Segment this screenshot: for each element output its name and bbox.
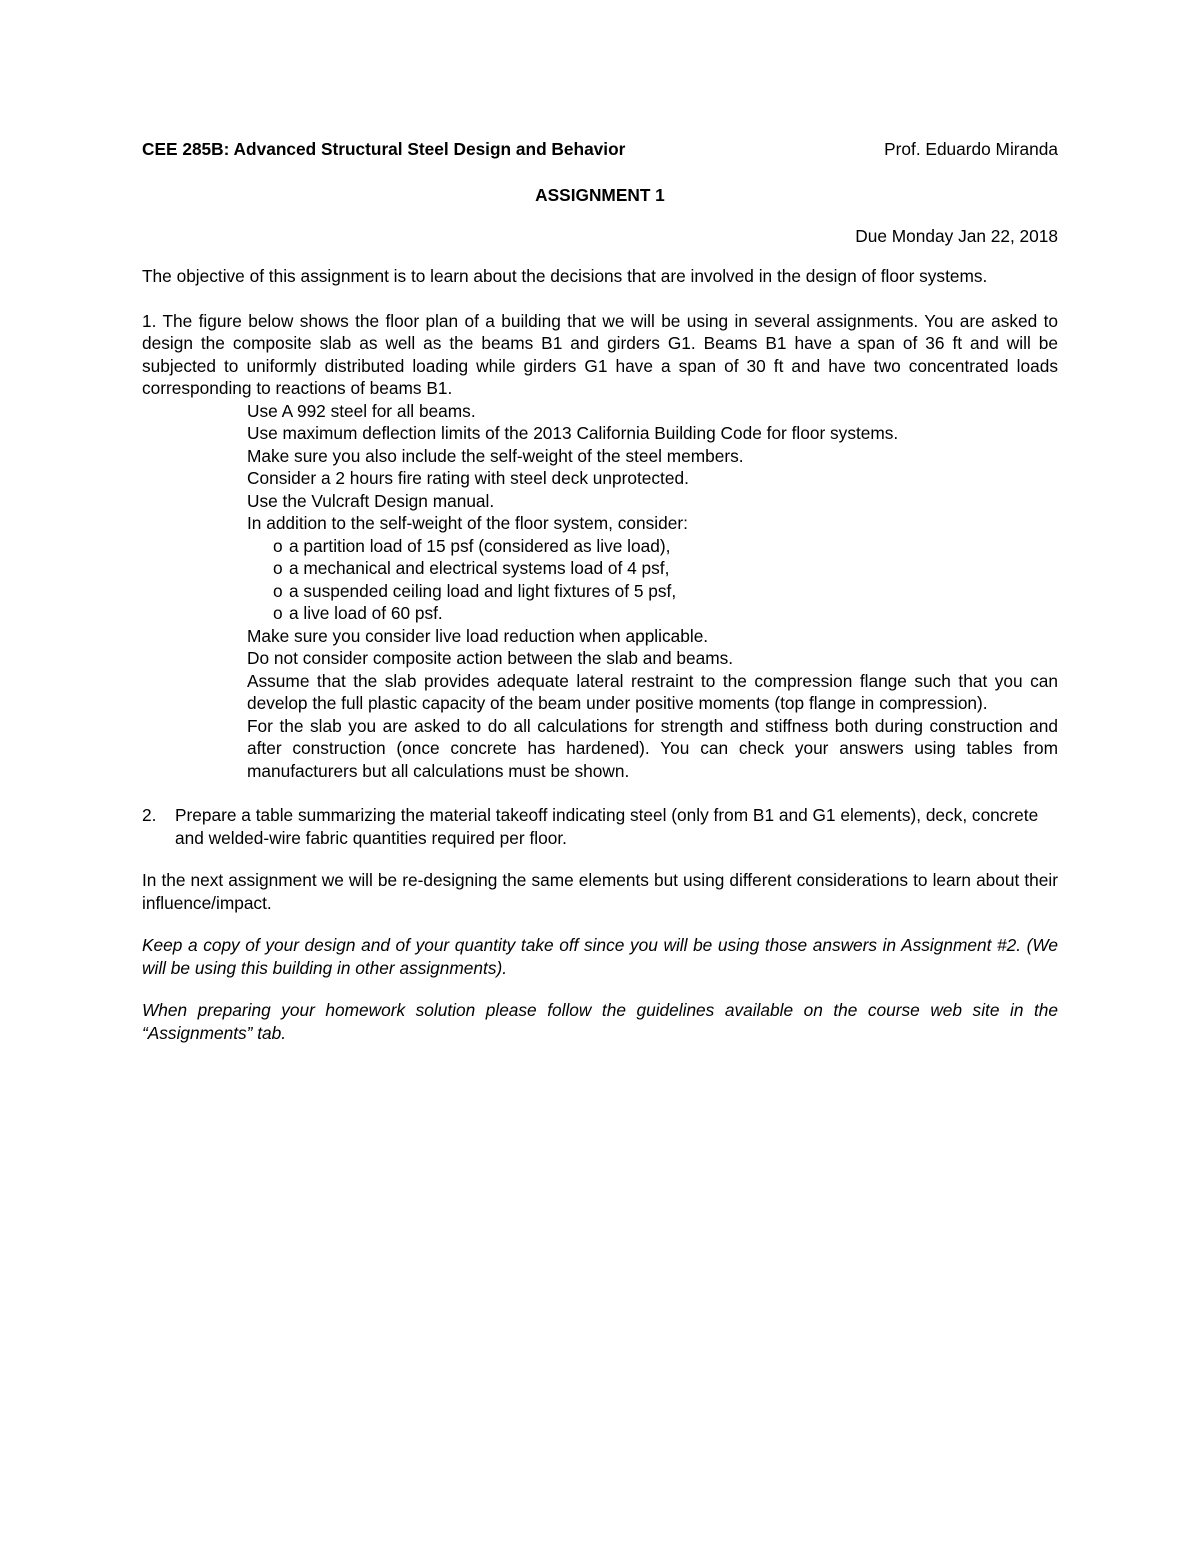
requirement-item: Consider a 2 hours fire rating with steel deck unprotected. — [247, 468, 689, 488]
bullet-marker: o — [273, 558, 283, 578]
next-assignment-note: In the next assignment we will be re-designing the same elements but using different considerations to learn about their influence/impact. — [142, 870, 1058, 913]
question-1-intro: 1. The figure below shows the floor plan of a building that we will be using in several assignments. You are asked to design the composite slab as well as the beams B1 and girders G1. Beams B1 have a span of 36 ft and will be subjected to uniformly distributed loading while girders G1 have a span of 30 ft and have two concentrated loads corresponding to reactions of beams B1. — [142, 310, 1058, 398]
due-date: Due Monday Jan 22, 2018 — [855, 225, 1058, 246]
question-2-number: 2. — [142, 805, 157, 825]
load-list — [247, 535, 1058, 625]
requirement-item: Use maximum deflection limits of the 2013 California Building Code for floor systems. — [247, 423, 899, 443]
header — [142, 138, 1058, 166]
assignment-title: ASSIGNMENT 1 — [535, 185, 665, 205]
document-page — [142, 138, 1058, 1044]
question-2-text: Prepare a table summarizing the material takeoff indicating steel (only from B1 and G1 elements), deck, concrete and welded-wire fabric quantities required per floor. — [175, 805, 1039, 848]
bullet-marker: o — [273, 580, 283, 601]
requirement-item: For the slab you are asked to do all calculations for strength and stiffness both during construction and after construction (once concrete has hardened). You can check your answers using tables from manufacturers but all calculations must be shown. — [247, 715, 1058, 781]
load-item-text: a mechanical and electrical systems load of 4 psf, — [289, 558, 670, 578]
professor-name: Prof. Eduardo Miranda — [884, 139, 1058, 159]
requirement-item: Make sure you consider live load reduction when applicable. — [247, 625, 709, 646]
requirement-item: Assume that the slab provides adequate lateral restraint to the compression flange such that you can develop the full plastic capacity of the beam under positive moments (top flange in compression). — [247, 670, 1058, 713]
requirement-item: Do not consider composite action between the slab and beams. — [247, 648, 734, 668]
load-item-text: a suspended ceiling load and light fixtures of 5 psf, — [289, 580, 677, 601]
load-item-text: a partition load of 15 psf (considered as live load), — [289, 535, 671, 556]
bullet-marker: o — [273, 603, 283, 623]
load-item-text: a live load of 60 psf. — [289, 603, 443, 623]
keep-copy-note: Keep a copy of your design and of your quantity take off since you will be using those answers in Assignment #2. (We will be using this building in other assignments). — [142, 935, 1058, 978]
load-item — [273, 557, 1058, 580]
load-item — [273, 602, 1058, 625]
question-2 — [142, 804, 1058, 849]
requirement-item: Use A 992 steel for all beams. — [247, 400, 476, 421]
load-item — [273, 535, 1058, 558]
load-list-container — [247, 535, 1058, 625]
guidelines-note: When preparing your homework solution please follow the guidelines available on the course web site in the “Assignments” tab. — [142, 1000, 1058, 1043]
requirement-item: Use the Vulcraft Design manual. — [247, 490, 495, 511]
load-item — [273, 580, 1058, 603]
requirement-item: Make sure you also include the self-weight of the steel members. — [247, 445, 744, 466]
question-1-requirements — [142, 400, 1058, 783]
objective-paragraph: The objective of this assignment is to learn about the decisions that are involved in the design of floor systems. — [142, 266, 988, 286]
course-title: CEE 285B: Advanced Structural Steel Design and Behavior — [142, 139, 626, 159]
requirement-item: In addition to the self-weight of the floor system, consider: — [247, 513, 688, 533]
bullet-marker: o — [273, 535, 283, 556]
